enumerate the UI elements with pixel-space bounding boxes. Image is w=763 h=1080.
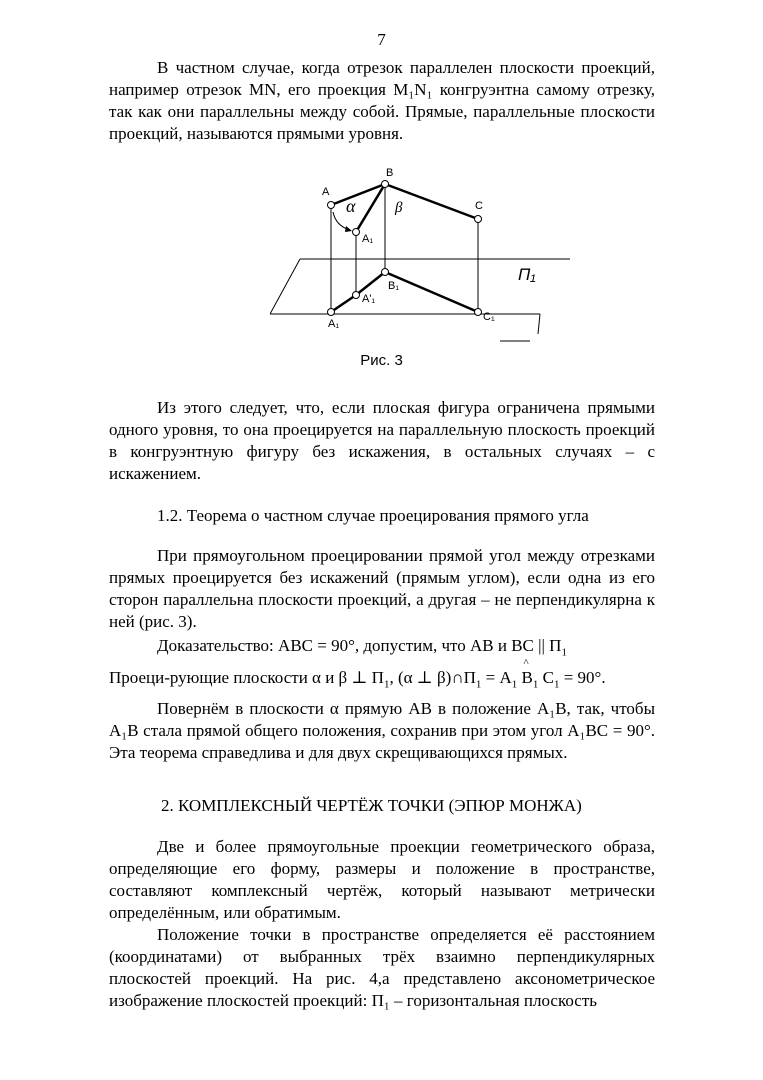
point-c1 xyxy=(475,309,482,316)
formula-b-hat: ^ B xyxy=(522,668,533,688)
point-b1 xyxy=(382,269,389,276)
formula-part3: = A xyxy=(481,668,512,687)
section-2-para2-text: Положение точки в пространстве определяется её расстоянием (координатами) от выбранных трёх взаимно перпендикулярных плоскостей проекций. На рис. 4,а представлено аксонометрическое изображение плоскостей проекций: Π₁ – горизонтальная плоскость xyxy=(109,925,655,1010)
label-c1: C₁ xyxy=(483,311,495,323)
section-1-2-heading: 1.2. Теорема о частном случае проецирования прямого угла xyxy=(157,506,589,525)
label-plane: Π₁ xyxy=(518,265,536,284)
formula-line xyxy=(109,668,669,690)
formula-sub3: 1 xyxy=(511,678,518,691)
plane-right-edge xyxy=(538,314,540,334)
point-c xyxy=(475,216,482,223)
point-a xyxy=(328,202,335,209)
label-a1-top: A₁ xyxy=(362,233,374,245)
proof-prefix: Доказательство: xyxy=(157,636,279,655)
formula-sub2: 1 xyxy=(475,678,482,691)
theorem-paragraph xyxy=(109,545,655,633)
proof-line xyxy=(157,636,717,658)
segment-a1-a1prime xyxy=(331,295,356,312)
label-a1-prime: A'₁ xyxy=(362,293,376,305)
label-alpha: α xyxy=(346,196,356,216)
point-a1-top xyxy=(353,229,360,236)
segment-a1prime-b1 xyxy=(356,272,385,295)
section-2-heading: 2. КОМПЛЕКСНЫЙ ЧЕРТЁЖ ТОЧКИ (ЭПЮР МОНЖА) xyxy=(161,796,582,815)
rotation-arrow xyxy=(345,226,352,232)
page-number: 7 xyxy=(377,30,386,49)
label-a: A xyxy=(322,186,330,198)
label-a1-bottom: A₁ xyxy=(328,318,340,330)
segment-ab xyxy=(331,184,385,205)
intro-paragraph xyxy=(109,57,655,145)
intro-text: В частном случае, когда отрезок параллелен плоскости проекций, например отрезок MN, его проекция M₁N₁ конгруэнтна самому отрезку, так как они параллельны между собой. Прямые, параллельные плоскости проекций, называются прямыми уровня. xyxy=(109,58,655,143)
figure-caption: Рис. 3 xyxy=(360,352,403,369)
segment-a1b xyxy=(356,184,385,232)
rotation-paragraph xyxy=(109,698,655,764)
section-2-paragraph-1 xyxy=(109,836,655,924)
point-a1-prime xyxy=(353,292,360,299)
conclusion-paragraph xyxy=(109,397,655,485)
point-a1-bottom xyxy=(328,309,335,316)
formula-part1: Проеци-рующие плоскости α и β ⊥ Π xyxy=(109,668,384,687)
label-c: C xyxy=(475,200,483,212)
conclusion-text: Из этого следует, что, если плоская фигура ограничена прямыми одного уровня, то она проецируется на параллельную плоскость проекций в конгруэнтную фигуру без искажения, в остальных случаях – с искажением. xyxy=(109,398,655,483)
rotation-text: Повернём в плоскости α прямую AB в положение A₁B, так, чтобы A₁B стала прямой общего положения, сохранив при этом угол A₁BC = 90°. Эта теорема справедлива и для двух скрещивающихся прямых. xyxy=(109,699,655,762)
formula-part2: , (α ⊥ β)∩Π xyxy=(389,668,476,687)
proof-rest: = 90°, допустим, что AB и BC || Π xyxy=(313,636,562,655)
figure-3-diagram xyxy=(270,164,570,354)
section-2-paragraph-2 xyxy=(109,924,655,1012)
point-b xyxy=(382,181,389,188)
theorem-text: При прямоугольном проецировании прямой угол между отрезками прямых проецируется без искажений (прямым углом), если одна из его сторон параллельна плоскости проекций, а другая – не перпендикулярна к ней (рис. 3). xyxy=(109,546,655,631)
formula-sub1: 1 xyxy=(383,678,390,691)
label-beta: β xyxy=(395,200,403,216)
formula-sub5: 1 xyxy=(553,678,560,691)
formula-sub4: 1 xyxy=(532,678,539,691)
formula-end: = 90°. xyxy=(559,668,606,687)
label-b: B xyxy=(386,167,394,179)
label-b1: B₁ xyxy=(388,280,400,292)
formula-c: C xyxy=(538,668,554,687)
segment-b1c1 xyxy=(385,272,478,312)
section-1-2-heading-wrap xyxy=(109,505,655,527)
proof-angle: ABC xyxy=(278,636,314,655)
section-2-para1-text: Две и более прямоугольные проекции геометрического образа, определяющие его форму, размеры и положение в пространстве, составляют комплексный чертёж, который называют метрически определённым, или обратимым. xyxy=(109,837,655,922)
proof-sub: 1 xyxy=(561,646,567,659)
section-2-heading-wrap xyxy=(109,795,655,817)
plane-outline-left xyxy=(270,259,540,314)
